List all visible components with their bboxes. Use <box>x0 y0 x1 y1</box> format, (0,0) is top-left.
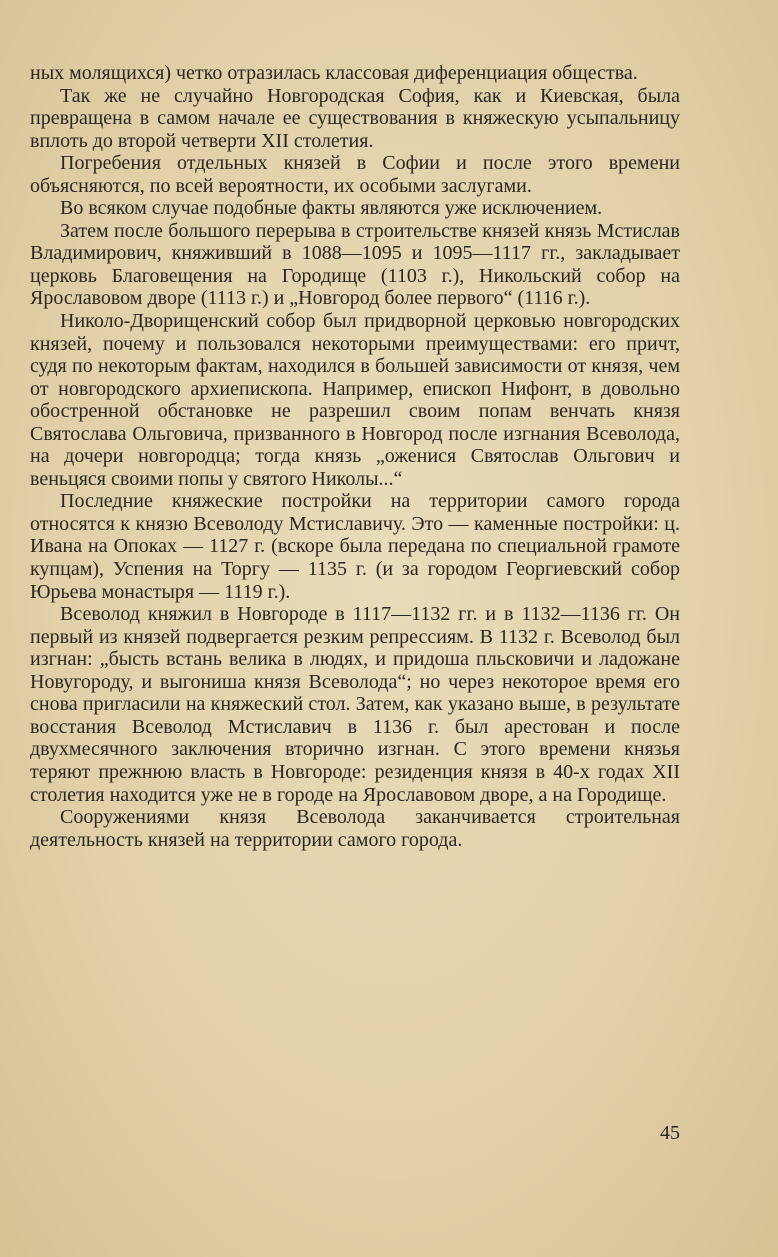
paragraph: Во всяком случае подобные факты являются уже исключением. <box>60 197 603 220</box>
paragraph: ных молящихся) четко отразилась классовая диференциация общества. <box>30 62 638 84</box>
paragraph: Сооружениями князя Всеволода заканчивается строительная деятельность князей на территории самого города. <box>30 806 680 851</box>
paragraph: Всеволод княжил в Новгороде в 1117—1132 гг. и в 1132—1136 гг. Он первый из князей подвергается резким репрессиям. В 1132 г. Всеволод был изгнан: „бысть встань велика в людях, и придоша пльсковичи и ладожане Новугороду, и выгониша князя Всеволода“; но через некоторое время его снова пригласили на княжеский стол. Затем, как указано выше, в результате восстания Всеволод Мстиславич в 1136 г. был арестован и после двухмесячного заключения вторично изгнан. С этого времени князья теряют прежнюю власть в Новгороде: резиденция князя в 40-х годах XII столетия находится уже не в городе на Ярославовом дворе, а на Городище. <box>30 603 680 806</box>
page-number: 45 <box>660 1122 680 1144</box>
body-text <box>30 62 680 851</box>
paragraph: Погребения отдельных князей в Софии и после этого времени объясняются, по всей вероятности, их особыми заслугами. <box>30 152 680 197</box>
paragraph: Затем после большого перерыва в строительстве князей князь Мстислав Владимирович, княживший в 1088—1095 и 1095—1117 гг., закладывает церковь Благовещения на Городище (1103 г.), Никольский собор на Ярославовом дворе (1113 г.) и „Новгород более первого“ (1116 г.). <box>30 219 680 310</box>
paragraph: Последние княжеские постройки на территории самого города относятся к князю Всеволоду Мстиславичу. Это — каменные постройки: ц. Ивана на Опоках — 1127 г. (вскоре была передана по специальной грамоте купцам), Успения на Торгу — 1135 г. (и за городом Георгиевский собор Юрьева монастыря — 1119 г.). <box>30 490 680 603</box>
paragraph: Так же не случайно Новгородская София, как и Киевская, была превращена в самом начале ее существования в княжескую усыпальницу вплоть до второй четверти XII столетия. <box>30 84 680 152</box>
paragraph: Николо-Дворищенский собор был придворной церковью новгородских князей, почему и пользовался некоторыми преимуществами: его причт, судя по некоторым фактам, находился в большей зависимости от князя, чем от новгородского архиепископа. Например, епископ Нифонт, в довольно обостренной обстановке не разрешил своим попам венчать князя Святослава Ольговича, призванного в Новгород после изгнания Всеволода, на дочери новгородца; тогда князь „оженися Святослав Ольгович и веньцяся своими попы у святого Николы...“ <box>30 310 680 490</box>
